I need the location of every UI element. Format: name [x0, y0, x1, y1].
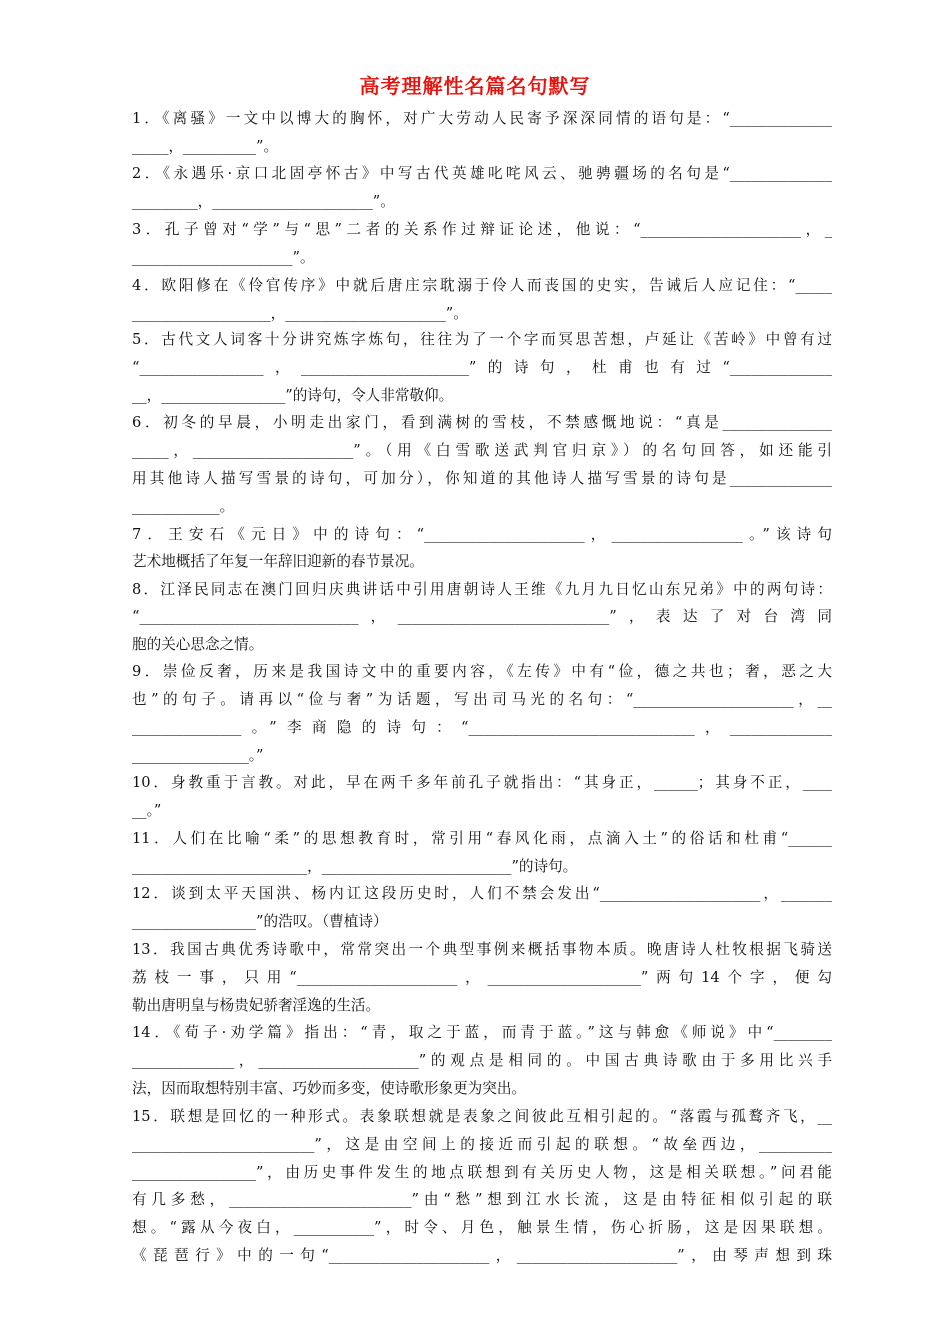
- text-line: 想。“露从今夜白，___________”，时令、月色，触景生情，伤心折肠，这是因果联想。: [132, 1219, 832, 1236]
- text-line: “_________________，_______________________”的诗句，杜甫也有过“______________: [132, 359, 832, 376]
- text-line: ______________________”。: [132, 249, 315, 266]
- text-line: 3．孔子曾对“学”与“思”二者的关系作过辩证论述，他说：“______________________，_: [132, 221, 832, 238]
- text-line: 6．初冬的早晨，小明走出家门，看到满树的雪枝，不禁感慨地说：“真是_______________: [132, 414, 832, 431]
- text-line: 《琵琶行》中的一句“______________________，______________________”，由琴声想到珠: [132, 1247, 832, 1264]
- text-line: _____，__________”。: [132, 138, 279, 155]
- text-line: 7．王安石《元日》中的诗句：“______________________，__________________。”该诗句: [132, 526, 832, 543]
- text-line: 也”的句子。请再以“俭与奢”为话题，写出司马光的名句：“______________________，__: [132, 691, 832, 708]
- text-line: _____，______________________”。（用《白雪歌送武判官归京》）的名句回答，如还能引: [132, 442, 832, 459]
- text-line: 14．《荀子·劝学篇》指出：“青，取之于蓝，而青于蓝。”这与韩愈《师说》中“________: [132, 1024, 832, 1041]
- text-line: _______________。”李商隐的诗句：“_______________________________，______________: [132, 719, 832, 736]
- text-line: “______________________________，_____________________________”，表达了对台湾同: [132, 608, 832, 625]
- text-line: 5．古代文人词客十分讲究炼字炼句，往往为了一个字而冥思苦想，卢延让《苦岭》中曾有过: [132, 331, 832, 348]
- text-line: 12．谈到太平天国洪、杨内讧这段历史时，人们不禁会发出“______________________，_______: [132, 885, 832, 902]
- text-line: ______________，______________________”的观点是相同的。中国古典诗歌由于多用比兴手: [132, 1052, 832, 1069]
- text-line: __。”: [132, 802, 162, 819]
- text-line: 2．《永遇乐·京口北固亭怀古》中写古代英雄叱咤风云、驰骋疆场的名句是“______________: [132, 165, 832, 182]
- text-line: 15．联想是回忆的一种形式。表象联想就是表象之间彼此互相引起的。“落霞与孤鹜齐飞，__: [132, 1108, 832, 1125]
- text-line: 9．崇俭反奢，历来是我国诗文中的重要内容，《左传》中有“俭，德之共也；奢，恶之大: [132, 663, 832, 680]
- text-line: 法，因而取想特别丰富、巧妙而多变，使诗歌形象更为突出。: [132, 1080, 527, 1097]
- text-line: 13．我国古典优秀诗歌中，常常突出一个典型事例来概括事物本质。晚唐诗人杜牧根据飞骑送: [132, 941, 832, 958]
- text-line: 艺术地概括了年复一年辞旧迎新的春节景况。: [132, 553, 424, 570]
- text-line: 4．欧阳修在《伶官传序》中就后唐庄宗耽溺于伶人而丧国的史实，告诫后人应记住：“_____: [132, 277, 832, 294]
- text-line: _________________”的浩叹。（曹植诗）: [132, 913, 388, 930]
- text-line: _________________”，由历史事件发生的地点联想到有关历史人物，这是相关联想。”问君能: [132, 1164, 832, 1181]
- text-line: __，_________________”的诗句，令人非常敬仰。: [132, 387, 454, 404]
- text-line: _________________________”，这是由空间上的接近而引起的联想。“故垒西边，__________: [132, 1136, 832, 1153]
- text-line: 1．《离骚》一文中以博大的胸怀，对广大劳动人民寄予深深同情的语句是：“______________: [132, 110, 832, 127]
- text-line: 8．江泽民同志在澳门回归庆典讲话中引用唐朝诗人王维《九月九日忆山东兄弟》中的两句诗：: [132, 581, 832, 598]
- text-line: 有几多愁，_________________________”由“愁”想到江水长流，这是由特征相似引起的联: [132, 1191, 832, 1208]
- text-line: ____________。: [132, 498, 235, 515]
- text-line: 荔枝一事，只用“______________________，_____________________”两句14个字，便勾: [132, 969, 832, 986]
- text-line: ________________。”: [132, 747, 264, 764]
- text-line: _________，______________________”。: [132, 193, 395, 210]
- page-title: 高考理解性名篇名句默写: [359, 74, 591, 98]
- text-line: 胞的关心思念之情。: [132, 636, 264, 653]
- text-line: ________________________，__________________________”的诗句。: [132, 858, 578, 875]
- text-line: ___________________，______________________”。: [132, 305, 468, 322]
- text-line: 11．人们在比喻“柔”的思想教育时，常引用“春风化雨，点滴入土”的俗话和杜甫“______: [132, 830, 832, 847]
- text-line: 勒出唐明皇与杨贵妃骄奢淫逸的生活。: [132, 997, 381, 1014]
- text-line: 用其他诗人描写雪景的诗句，可加分），你知道的其他诗人描写雪景的诗句是______________: [132, 470, 832, 487]
- text-line: 10．身教重于言教。对此，早在两千多年前孔子就指出：“其身正，______；其身不正，____: [132, 774, 832, 791]
